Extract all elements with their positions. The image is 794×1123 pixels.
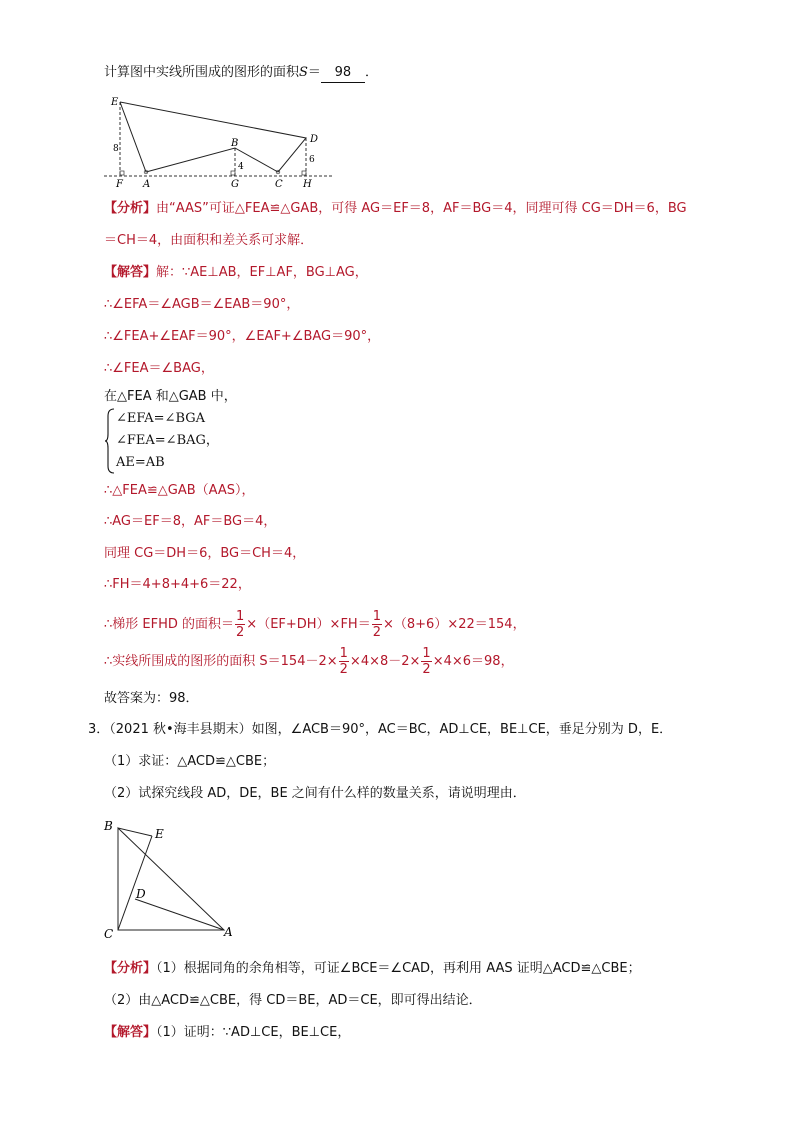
label-c2: C <box>104 927 114 941</box>
solid-area-result: ×4×6＝98， <box>432 654 514 669</box>
length-ef: 8 <box>113 144 119 154</box>
solution1-text1: 解：∵AE⊥AB，EF⊥AF，BG⊥AG， <box>156 265 368 280</box>
left-brace-icon <box>104 408 116 474</box>
frac-denominator: 2 <box>422 662 431 677</box>
problem3-q2: （2）试探究线段 AD，DE，BE 之间有什么样的数量关系，请说明理由． <box>104 786 526 801</box>
solid-area-mid: ×4×8－2× <box>349 654 421 669</box>
analysis1-text1: 由“AAS”可证△FEA≌△GAB，可得 AG＝EF＝8，AF＝BG＝4，同理可得 CG＝DH＝6，BG <box>156 201 687 216</box>
problem3-stem <box>88 721 672 739</box>
equals: ＝ <box>307 65 321 80</box>
label-b: B <box>231 138 239 149</box>
fraction-half <box>421 646 431 677</box>
final-answer-text: 故答案为：98． <box>104 691 199 706</box>
analysis1-text2: ＝CH＝4，由面积和差关系可求解． <box>104 233 314 248</box>
problem3-q1: （1）求证：△ACD≌△CBE； <box>104 754 276 769</box>
triangle-abc <box>118 828 224 930</box>
right-angle-f <box>120 171 124 175</box>
problem-stem: （2021 秋•海丰县期末）如图，∠ACB＝90°，AC＝BC，AD⊥CE，BE⊥CE，垂足分别为 D，E． <box>109 722 673 737</box>
label-b2: B <box>104 819 113 833</box>
fraction-half <box>339 646 349 677</box>
label-e: E <box>111 97 119 108</box>
analysis1-line2 <box>104 232 313 250</box>
label-d2: D <box>136 887 146 901</box>
fraction-half <box>235 609 245 640</box>
solution-tag: 【解答】 <box>104 1025 157 1040</box>
area-question-line <box>104 64 378 83</box>
frac-denominator: 2 <box>339 662 348 677</box>
label-e2: E <box>155 827 164 841</box>
line-ce <box>118 836 152 930</box>
solid-area-label: ∴实线所围成的图形的面积 S＝154－2× <box>104 654 338 669</box>
solution1-line9: ∴FH＝4+8+4+6＝22， <box>104 577 251 592</box>
solution-tag: 【解答】 <box>104 265 157 280</box>
label-d: D <box>310 134 319 145</box>
label-h: H <box>303 179 312 190</box>
frac-numerator: 1 <box>372 609 381 624</box>
frac-denominator: 2 <box>372 625 381 640</box>
label-a2: A <box>224 925 233 939</box>
solution1-line12 <box>104 690 199 708</box>
right-angle-h <box>302 171 306 175</box>
frac-numerator: 1 <box>422 646 431 661</box>
solution2-text1: （1）证明：∵AD⊥CE，BE⊥CE， <box>156 1025 351 1040</box>
figure-trapezoid <box>100 94 340 190</box>
solid-outline <box>120 102 306 172</box>
solution1-text8: 同理 CG＝DH＝6，BG＝CH＝4， <box>104 546 306 561</box>
frac-numerator: 1 <box>339 646 348 661</box>
solution2-line1 <box>104 1024 350 1042</box>
right-angle-g <box>231 171 235 175</box>
solution1-line4: ∴∠FEA＝∠BAG， <box>104 361 214 376</box>
solution1-line3: ∴∠FEA+∠EAF＝90°，∠EAF+∠BAG＝90°， <box>104 329 381 344</box>
analysis2-text1: （1）根据同角的余角相等，可证∠BCE＝∠CAD，再利用 AAS 证明△ACD≌△CBE； <box>156 961 641 976</box>
segment-be <box>118 828 152 836</box>
label-g: G <box>231 179 239 190</box>
var-s: S <box>299 65 308 80</box>
condition-1: ∠EFA=∠BGA <box>116 411 206 426</box>
fraction-half <box>372 609 382 640</box>
label-c: C <box>275 179 283 190</box>
length-bg: 4 <box>238 162 244 172</box>
frac-numerator: 1 <box>236 609 245 624</box>
trapezoid-area-label: ∴梯形 EFHD 的面积＝ <box>104 617 235 632</box>
length-dh: 6 <box>309 155 315 165</box>
question-text: 计算图中实线所围成的图形的面积 <box>104 65 300 80</box>
trapezoid-formula: ×（EF+DH）×FH＝ <box>246 617 371 632</box>
period: ． <box>364 65 378 80</box>
condition-2: ∠FEA=∠BAG， <box>116 433 219 448</box>
analysis1-line1 <box>104 200 687 218</box>
analysis-tag: 【分析】 <box>104 961 157 976</box>
solution1-line5: 在△FEA 和△GAB 中， <box>104 389 237 404</box>
label-a: A <box>143 179 151 190</box>
solution1-line8 <box>104 545 305 563</box>
analysis-tag: 【分析】 <box>104 201 157 216</box>
solution1-line6: ∴△FEA≌△GAB（AAS）， <box>104 483 255 498</box>
trapezoid-calc: ×（8+6）×22＝154， <box>383 617 526 632</box>
analysis2-line2: （2）由△ACD≌△CBE，得 CD＝BE，AD＝CE，即可得出结论． <box>104 993 482 1008</box>
problem-number: 3． <box>88 722 110 737</box>
frac-denominator: 2 <box>236 625 245 640</box>
solution1-line10 <box>104 606 526 644</box>
solution1-line1 <box>104 264 368 282</box>
figure-triangles <box>100 816 240 942</box>
analysis2-line1 <box>104 960 641 978</box>
solution1-line11 <box>104 643 514 681</box>
solution1-line2: ∴∠EFA＝∠AGB＝∠EAB＝90°， <box>104 297 300 312</box>
answer-blank: 98 <box>321 64 365 83</box>
segment-ad <box>135 899 224 930</box>
label-f: F <box>116 179 123 190</box>
solution1-line7: ∴AG＝EF＝8，AF＝BG＝4， <box>104 514 277 529</box>
condition-3: AE=AB <box>116 455 165 470</box>
